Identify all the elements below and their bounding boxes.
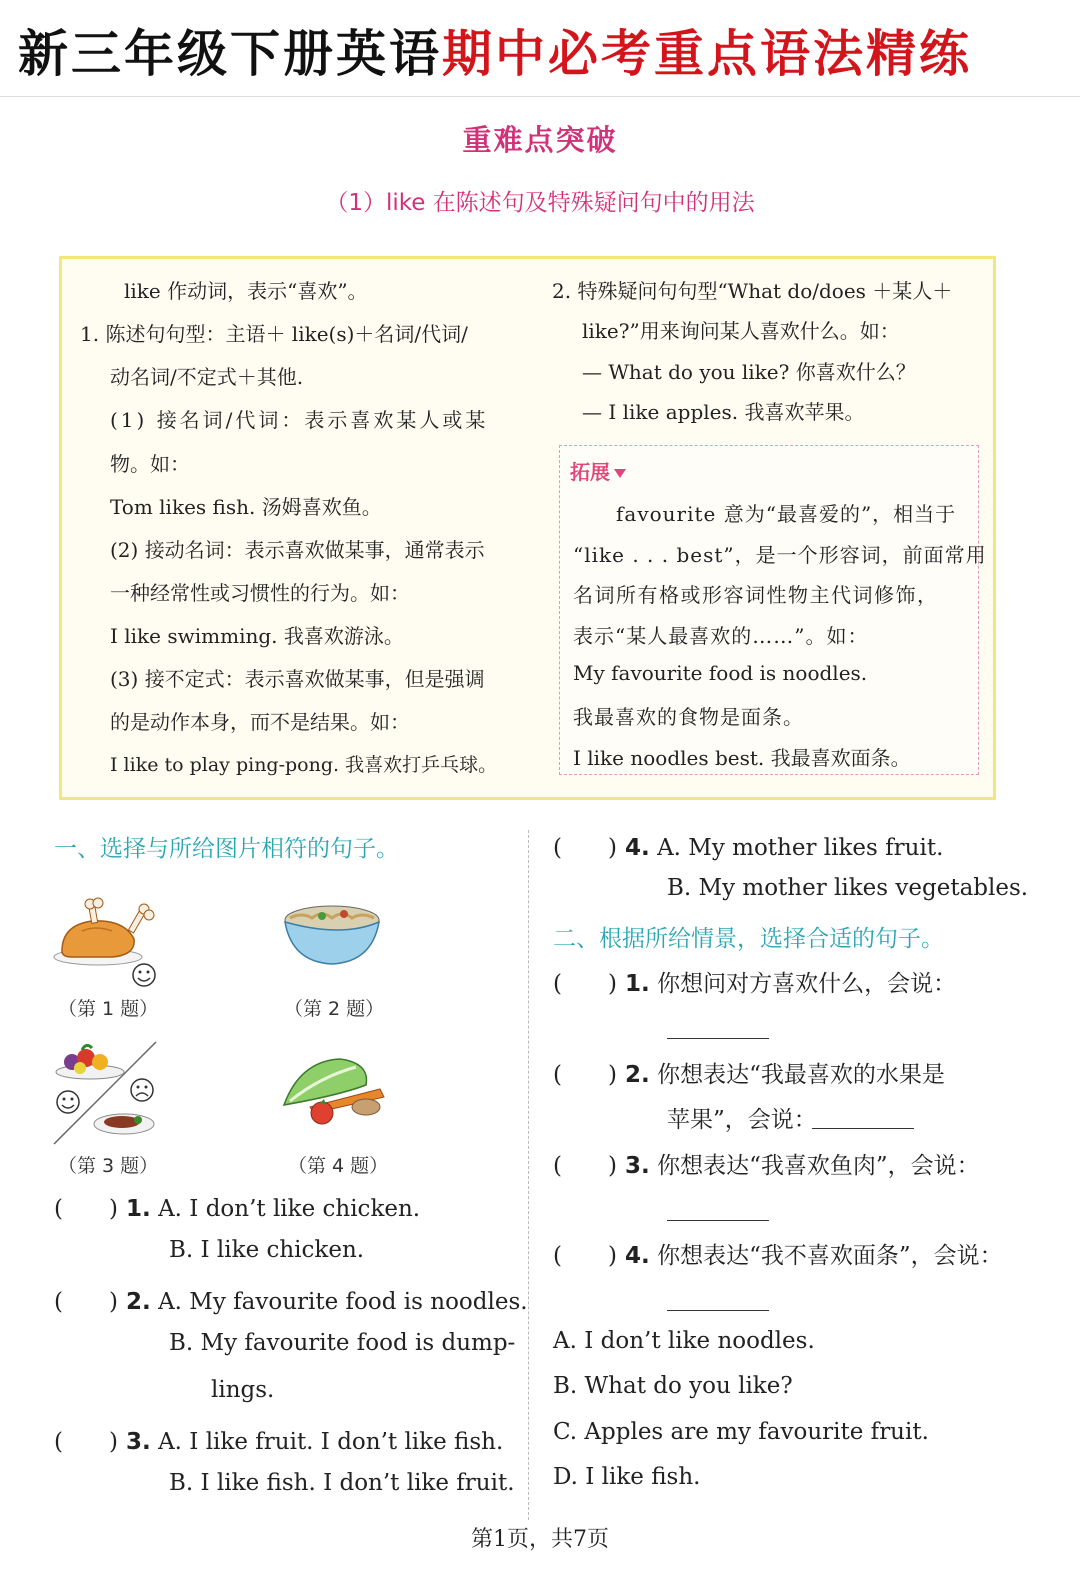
question-number: 4. bbox=[625, 1243, 650, 1269]
scenario-text: 你想表达“我喜欢鱼肉”，会说： bbox=[657, 1153, 980, 1179]
subsection-title: （1）like 在陈述句及特殊疑问句中的用法 bbox=[325, 190, 755, 216]
note-line: 1. 陈述句句型：主语＋ like(s)＋名词/代词/ bbox=[80, 322, 468, 346]
choice-a: A. I don’t like noodles. bbox=[553, 1328, 815, 1354]
option-a: A. My mother likes fruit. bbox=[657, 835, 944, 861]
scenario-3 bbox=[553, 1147, 980, 1180]
answer-paren[interactable]: ( ) bbox=[553, 1243, 617, 1269]
note-line: Tom likes fish. 汤姆喜欢鱼。 bbox=[110, 495, 382, 519]
answer-blank[interactable] bbox=[667, 1196, 769, 1221]
note-line: 动名词/不定式＋其他. bbox=[110, 365, 304, 389]
option-b: B. My mother likes vegetables. bbox=[667, 875, 1029, 901]
question-number: 1. bbox=[625, 971, 650, 997]
answer-blank[interactable] bbox=[667, 1014, 769, 1039]
scenario-2 bbox=[553, 1056, 945, 1089]
question-number: 3. bbox=[625, 1153, 650, 1179]
option-b: B. I like fish. I don’t like fruit. bbox=[169, 1470, 515, 1496]
note-line: I like swimming. 我喜欢游泳。 bbox=[110, 624, 404, 648]
caption-q4: （第 4 题） bbox=[288, 1155, 389, 1177]
scenario-text: 你想表达“我不喜欢面条”，会说： bbox=[657, 1243, 1003, 1269]
answer-blank[interactable] bbox=[667, 1286, 769, 1311]
expand-line: I like noodles best. 我最喜欢面条。 bbox=[573, 746, 911, 770]
note-line: (1) 接名词/代词：表示喜欢某人或某 bbox=[110, 408, 489, 432]
question-1 bbox=[54, 1190, 420, 1223]
answer-blank[interactable] bbox=[812, 1104, 914, 1129]
expand-line: 我最喜欢的食物是面条。 bbox=[573, 705, 804, 729]
triangle-down-icon bbox=[614, 469, 626, 478]
question-number: 2. bbox=[126, 1289, 151, 1315]
note-line: 一种经常性或习惯性的行为。如： bbox=[110, 581, 410, 605]
note-line: 的是动作本身，而不是结果。如： bbox=[110, 710, 410, 734]
note-line: like?”用来询问某人喜欢什么。如： bbox=[582, 319, 900, 343]
page-footer: 第1页，共7页 bbox=[471, 1527, 609, 1552]
caption-q3: （第 3 题） bbox=[58, 1155, 159, 1177]
note-line: (3) 接不定式：表示喜欢做某事，但是强调 bbox=[110, 667, 485, 691]
section-title: 重难点突破 bbox=[462, 123, 618, 157]
note-line: (2) 接动名词：表示喜欢做某事，通常表示 bbox=[110, 538, 485, 562]
answer-paren[interactable]: ( ) bbox=[54, 1429, 118, 1455]
expand-line: 名词所有格或形容词性物主代词修饰， bbox=[573, 583, 939, 607]
note-line: — What do you like? 你喜欢什么？ bbox=[582, 360, 916, 384]
answer-paren[interactable]: ( ) bbox=[553, 835, 617, 861]
smile-face-icon bbox=[57, 1091, 79, 1113]
part2-heading: 二、根据所给情景，选择合适的句子。 bbox=[553, 926, 944, 952]
option-a: A. I like fruit. I don’t like fish. bbox=[158, 1429, 504, 1455]
smile-face-icon bbox=[133, 964, 155, 986]
roast-chicken-icon bbox=[52, 895, 162, 990]
question-3 bbox=[54, 1423, 503, 1456]
answer-paren[interactable]: ( ) bbox=[54, 1289, 118, 1315]
page-title bbox=[18, 14, 972, 86]
note-line: like 作动词，表示“喜欢”。 bbox=[124, 279, 368, 303]
expand-line: 表示“某人最喜欢的……”。如： bbox=[573, 624, 869, 648]
question-number: 1. bbox=[126, 1196, 151, 1222]
answer-paren[interactable]: ( ) bbox=[553, 1153, 617, 1179]
question-number: 2. bbox=[625, 1062, 650, 1088]
scenario-text-cont: 苹果”，会说： bbox=[667, 1107, 817, 1133]
expand-box bbox=[559, 445, 987, 775]
question-4 bbox=[553, 829, 943, 862]
part1-heading: 一、选择与所给图片相符的句子。 bbox=[54, 836, 399, 862]
caption-q1: （第 1 题） bbox=[58, 998, 159, 1020]
column-divider bbox=[528, 830, 529, 1520]
expand-line: My favourite food is noodles. bbox=[573, 661, 868, 685]
caption-q2: （第 2 题） bbox=[284, 998, 385, 1020]
option-b: B. I like chicken. bbox=[169, 1237, 365, 1263]
scenario-text: 你想表达“我最喜欢的水果是 bbox=[657, 1062, 945, 1088]
option-a: A. I don’t like chicken. bbox=[158, 1196, 421, 1222]
question-number: 4. bbox=[625, 835, 650, 861]
vegetables-icon bbox=[280, 1055, 390, 1127]
expand-line: “like . . . best”，是一个形容词，前面常用 bbox=[573, 543, 987, 567]
option-b: B. My favourite food is dump- bbox=[169, 1330, 516, 1356]
choice-c: C. Apples are my favourite fruit. bbox=[553, 1419, 929, 1445]
note-line: 物。如： bbox=[110, 452, 190, 476]
question-number: 3. bbox=[126, 1429, 151, 1455]
note-line: 2. 特殊疑问句句型“What do/does ＋某人＋ bbox=[552, 279, 953, 303]
grammar-notes-box bbox=[59, 256, 996, 800]
title-bar bbox=[0, 0, 1080, 97]
question-2 bbox=[54, 1283, 528, 1316]
answer-paren[interactable]: ( ) bbox=[54, 1196, 118, 1222]
scenario-text: 你想问对方喜欢什么，会说： bbox=[657, 971, 957, 997]
option-b-cont: lings. bbox=[211, 1377, 275, 1403]
expand-label: 拓展 bbox=[570, 456, 626, 485]
title-black: 新三年级下册英语 bbox=[18, 25, 442, 83]
choice-d: D. I like fish. bbox=[553, 1464, 701, 1490]
sad-face-icon bbox=[131, 1079, 153, 1101]
fruit-plate-icon bbox=[56, 1045, 124, 1079]
expand-line: favourite 意为“最喜爱的”，相当于 bbox=[616, 502, 957, 526]
answer-paren[interactable]: ( ) bbox=[553, 1062, 617, 1088]
choice-b: B. What do you like? bbox=[553, 1373, 793, 1399]
answer-paren[interactable]: ( ) bbox=[553, 971, 617, 997]
scenario-4 bbox=[553, 1237, 1003, 1270]
noodle-bowl-icon bbox=[282, 898, 382, 970]
title-red: 期中必考重点语法精练 bbox=[442, 25, 972, 83]
note-line: — I like apples. 我喜欢苹果。 bbox=[582, 400, 865, 424]
note-line: I like to play ping-pong. 我喜欢打乒乓球。 bbox=[110, 754, 498, 776]
scenario-1 bbox=[553, 965, 956, 998]
option-a: A. My favourite food is noodles. bbox=[158, 1289, 528, 1315]
fruit-fish-picture bbox=[52, 1040, 162, 1148]
steak-plate-icon bbox=[94, 1114, 154, 1134]
